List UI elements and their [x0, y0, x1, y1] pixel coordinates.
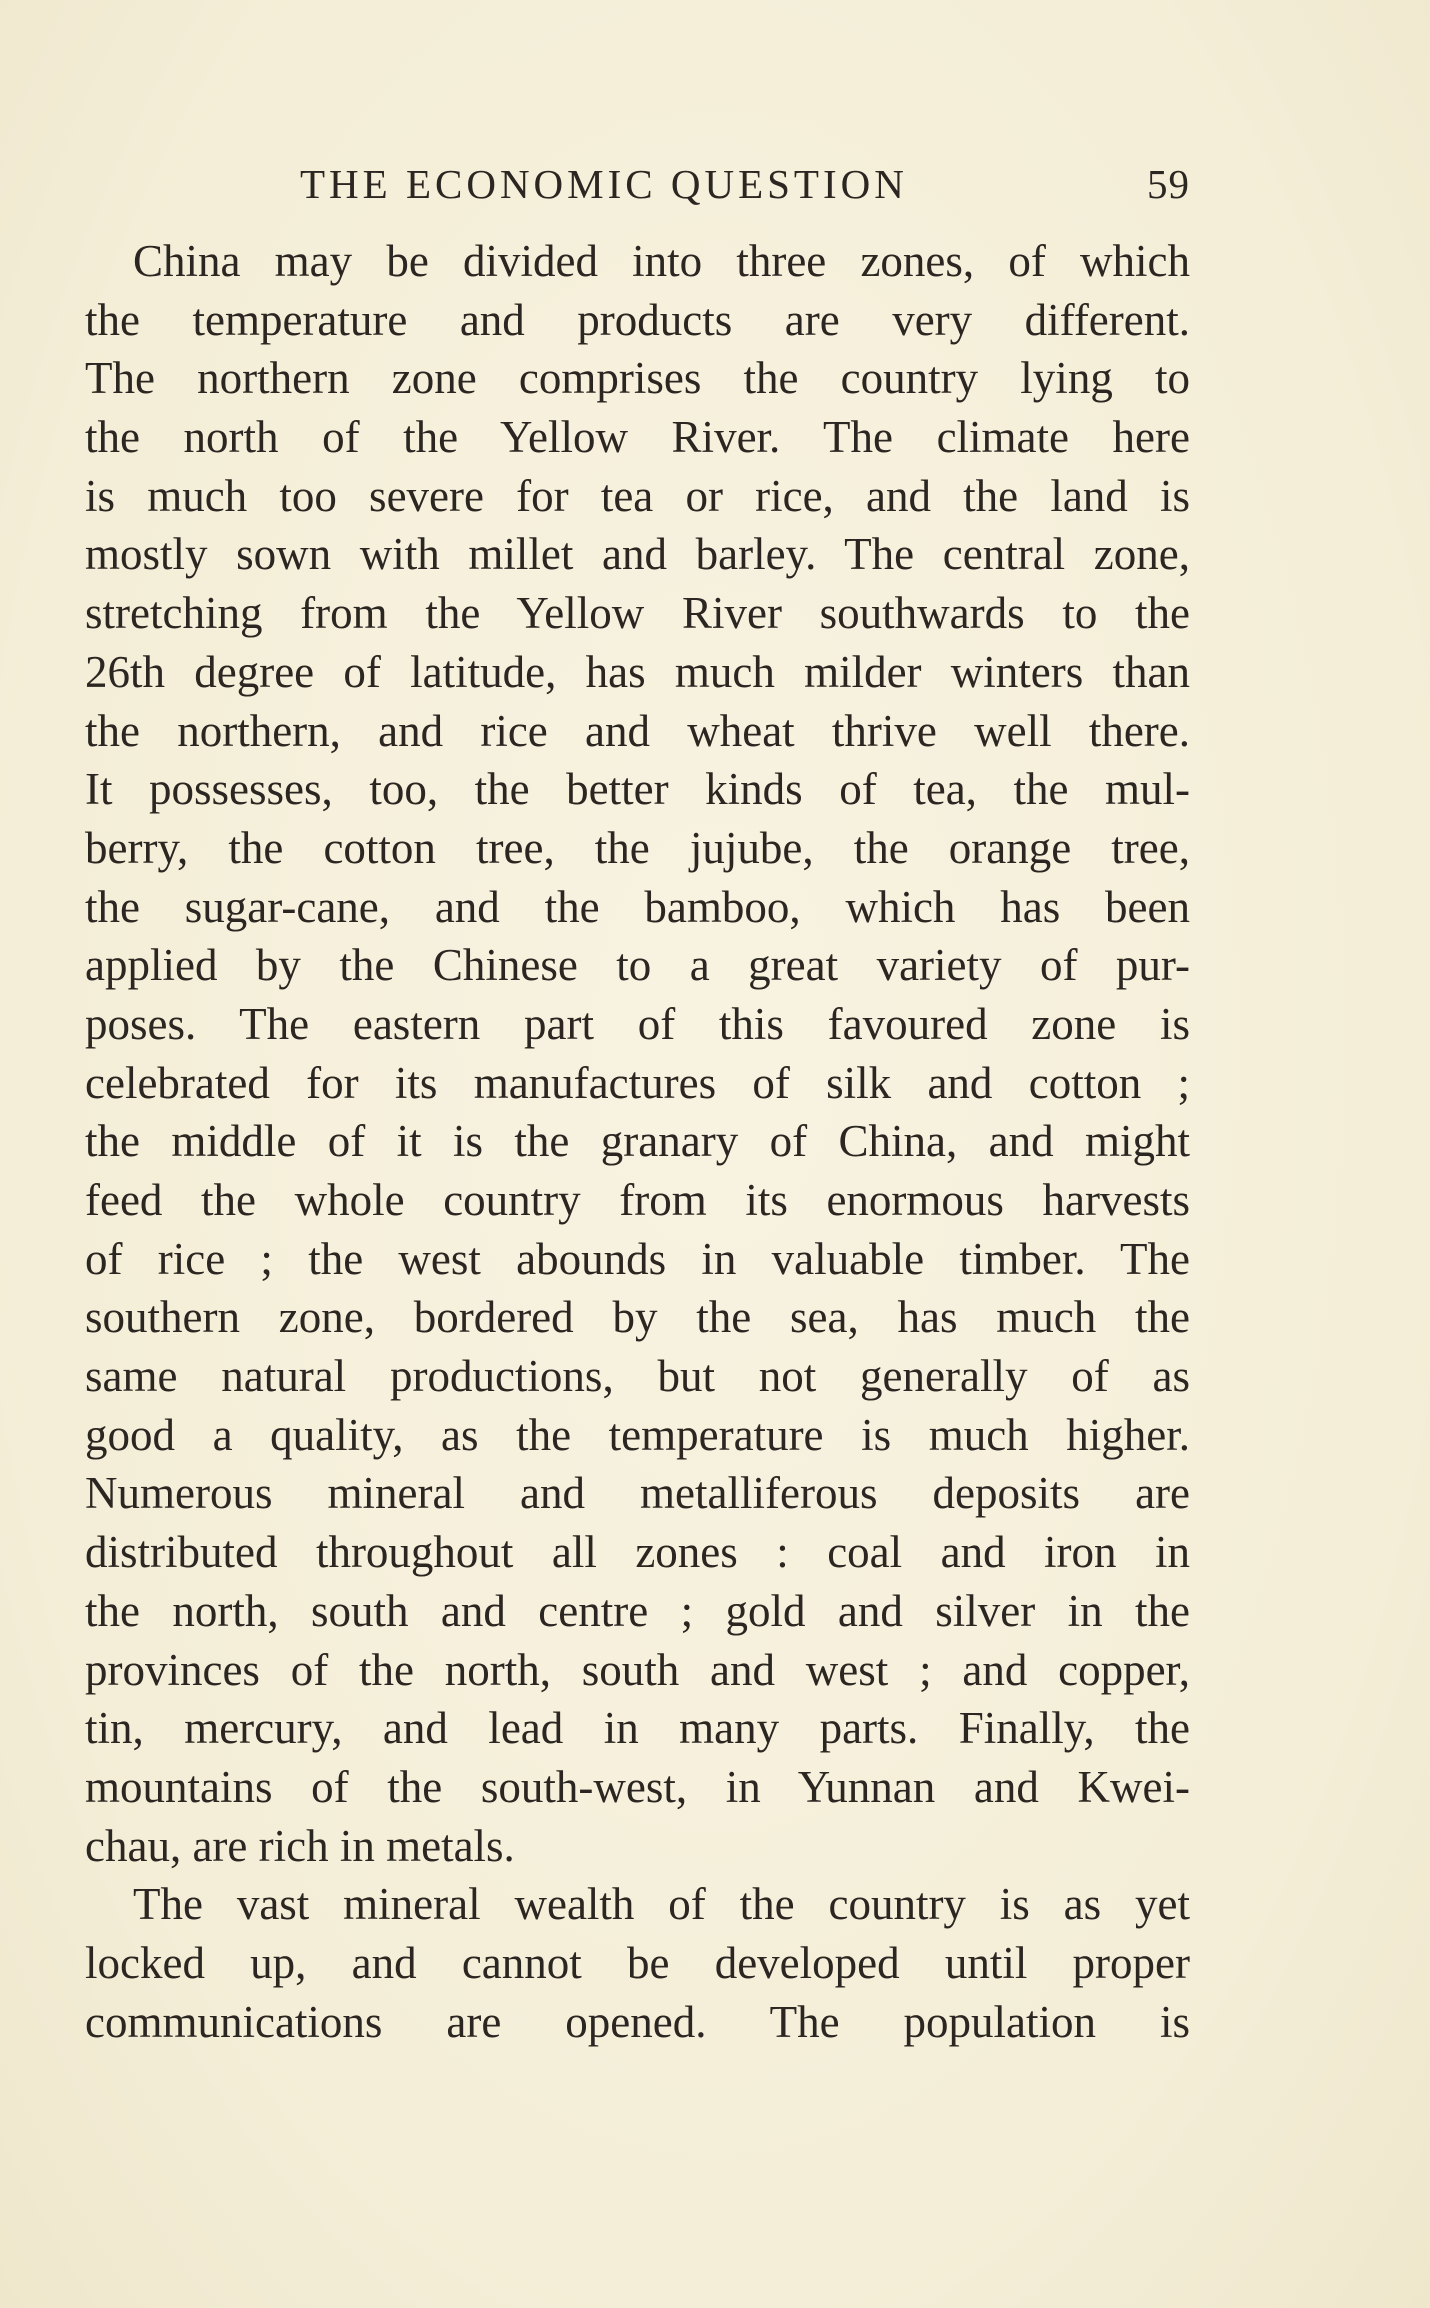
text-line: southern zone, bordered by the sea, has much the [85, 1292, 1190, 1343]
text-line: Numerous mineral and metalliferous deposits are [85, 1468, 1190, 1519]
text-line: locked up, and cannot be developed until proper [85, 1937, 1190, 1988]
text-line: the north of the Yellow River. The climate here [85, 412, 1190, 463]
text-line: good a quality, as the temperature is much higher. [85, 1409, 1190, 1460]
text-line: It possesses, too, the better kinds of tea, the mul- [85, 764, 1190, 815]
text-line: the northern, and rice and wheat thrive well there. [85, 705, 1190, 756]
text-line: the temperature and products are very different. [85, 294, 1190, 345]
text-line: mountains of the south-west, in Yunnan and Kwei- [85, 1761, 1190, 1812]
text-line: provinces of the north, south and west ; and copper, [85, 1644, 1190, 1695]
text-line: distributed throughout all zones : coal and iron in [85, 1527, 1190, 1578]
text-line: stretching from the Yellow River southwards to the [85, 588, 1190, 639]
text-line: of rice ; the west abounds in valuable timber. The [85, 1233, 1190, 1284]
text-line: mostly sown with millet and barley. The central zone, [85, 529, 1190, 580]
text-line: berry, the cotton tree, the jujube, the orange tree, [85, 822, 1190, 873]
text-line: the middle of it is the granary of China, and might [85, 1116, 1190, 1167]
text-line: same natural productions, but not generally of as [85, 1351, 1190, 1402]
body-text [85, 232, 1190, 2051]
text-line: is much too severe for tea or rice, and the land is [85, 470, 1190, 521]
text-line: 26th degree of latitude, has much milder winters than [85, 646, 1190, 697]
text-line: celebrated for its manufactures of silk and cotton ; [85, 1057, 1190, 1108]
text-line: tin, mercury, and lead in many parts. Finally, the [85, 1703, 1190, 1754]
text-line: The northern zone comprises the country lying to [85, 353, 1190, 404]
page-number: 59 [1147, 161, 1190, 207]
page-title: THE ECONOMIC QUESTION [300, 161, 908, 207]
running-head [300, 156, 1190, 212]
text-line: the north, south and centre ; gold and silver in the [85, 1585, 1190, 1636]
text-line: The vast mineral wealth of the country is as yet [133, 1879, 1190, 1930]
text-line: communications are opened. The population is [85, 1996, 1190, 2047]
text-line: feed the whole country from its enormous harvests [85, 1175, 1190, 1225]
text-line: China may be divided into three zones, of which [133, 236, 1190, 286]
text-line: poses. The eastern part of this favoured zone is [85, 998, 1190, 1049]
text-line: applied by the Chinese to a great variety of pur- [85, 940, 1190, 991]
text-line: the sugar-cane, and the bamboo, which has been [85, 881, 1190, 932]
text-line: chau, are rich in metals. [85, 1820, 515, 1871]
